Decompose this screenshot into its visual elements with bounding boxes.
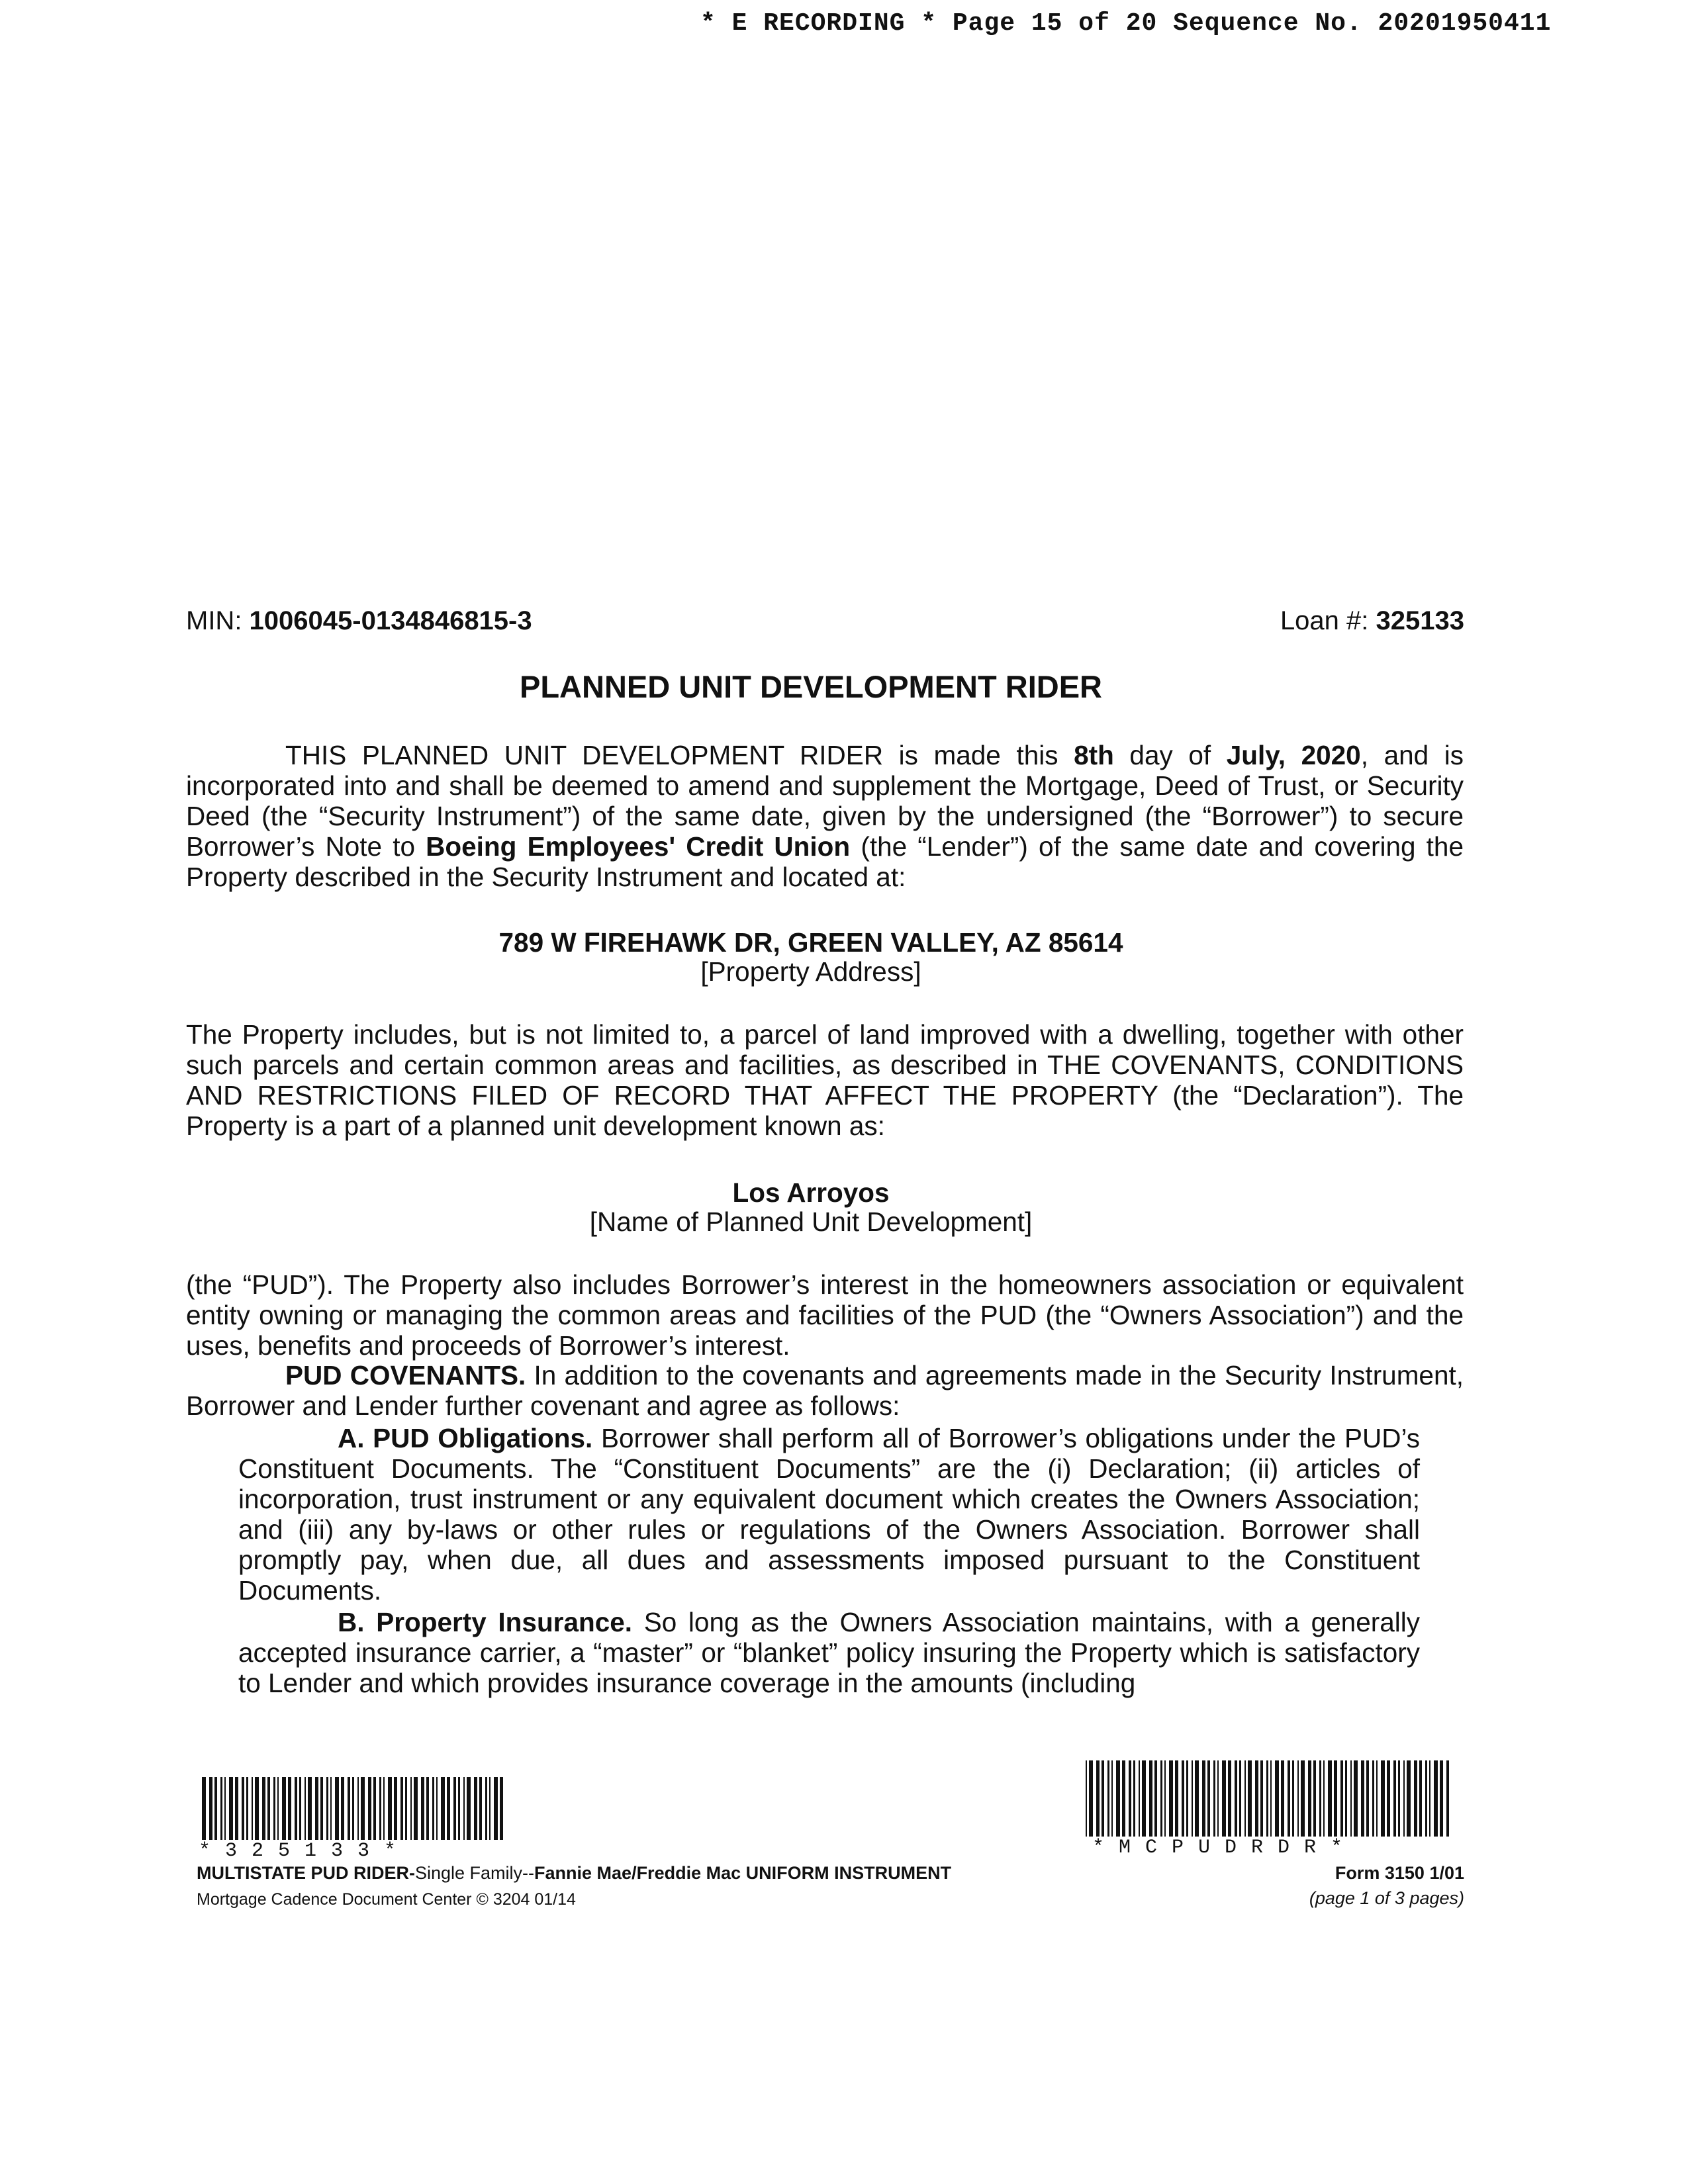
barcode-bar	[421, 1777, 424, 1840]
barcode-bar	[1089, 1760, 1093, 1837]
barcode-bar	[426, 1777, 429, 1840]
barcode-bar	[1182, 1760, 1184, 1837]
barcode-bar	[1387, 1760, 1390, 1837]
barcode-bar	[1175, 1760, 1178, 1837]
barcode-bar	[220, 1777, 222, 1840]
barcode-bar	[1244, 1760, 1246, 1837]
barcode-bar	[485, 1777, 487, 1840]
barcode-bar	[246, 1777, 248, 1840]
barcode-bar	[357, 1777, 359, 1840]
barcode-bar	[255, 1777, 259, 1840]
barcode-bar	[209, 1777, 212, 1840]
pud-paragraph: (the “PUD”). The Property also includes Borrower’s interest in the homeowners association or equivalent entity owning or managing the common areas and facilities of the PUD (the “Owners Association”) and the uses, benefits and proceeds of Borrower’s interest.	[186, 1269, 1464, 1361]
barcode-bar	[282, 1777, 286, 1840]
property-address-block	[0, 928, 1622, 986]
barcode-bar	[432, 1777, 434, 1840]
barcode-bar	[1323, 1760, 1325, 1837]
barcode-bar	[1270, 1760, 1272, 1837]
barcode-bar	[335, 1777, 339, 1840]
property-address-caption: [Property Address]	[700, 956, 921, 987]
barcode-bar	[1297, 1760, 1299, 1837]
barcode-bar	[1328, 1760, 1332, 1837]
barcode-bar	[1292, 1760, 1294, 1837]
barcode-bar	[1350, 1760, 1352, 1837]
barcode-bar	[326, 1777, 328, 1840]
barcode-bar	[252, 1777, 253, 1840]
barcode-bar	[1235, 1760, 1237, 1837]
barcode-bar	[453, 1777, 456, 1840]
barcode-bar	[1281, 1760, 1284, 1837]
barcode-bar	[320, 1777, 323, 1840]
form-number: Form 3150 1/01	[1335, 1863, 1464, 1883]
barcode-bar	[1228, 1760, 1231, 1837]
intro-text-1: THIS PLANNED UNIT DEVELOPMENT RIDER is made this	[285, 740, 1074, 770]
covenants-heading: PUD COVENANTS.	[285, 1360, 526, 1390]
barcode-bar	[479, 1777, 482, 1840]
property-paragraph: The Property includes, but is not limited to, a parcel of land improved with a dwelling, together with other such parcels and certain common areas and facilities, as described in THE COVENANTS, CONDITIONS AND RESTRICTIONS FILED OF RECORD THAT AFFECT THE PROPERTY (the “Declaration”). The Property is a part of a planned unit development known as:	[186, 1019, 1464, 1141]
barcode-bar	[202, 1777, 206, 1840]
pud-name-caption: [Name of Planned Unit Development]	[589, 1206, 1033, 1237]
barcode-bar	[1414, 1760, 1417, 1837]
barcode-bar	[1255, 1760, 1258, 1837]
pud-name-block	[0, 1178, 1622, 1236]
covenants-text: In addition to the covenants and agreements made in the Security Instrument, Borrower and Lender further covenant and agree as follows:	[186, 1360, 1464, 1421]
barcode-bar	[352, 1777, 354, 1840]
barcode-bar	[436, 1777, 438, 1840]
barcode-bar	[229, 1777, 233, 1840]
barcode-bar	[1213, 1760, 1215, 1837]
barcode-bar	[1446, 1760, 1449, 1837]
barcode-bar	[1139, 1760, 1140, 1837]
barcode-bar	[1381, 1760, 1385, 1837]
barcode-bar	[1376, 1760, 1378, 1837]
barcode-bar	[447, 1777, 450, 1840]
loan-label: Loan #:	[1280, 606, 1376, 635]
barcode-bar	[305, 1777, 306, 1840]
barcode-bar	[1195, 1760, 1199, 1837]
barcode-bar	[1308, 1760, 1311, 1837]
barcode-bar	[467, 1777, 471, 1840]
barcode-bar	[1133, 1760, 1135, 1837]
barcode-bar	[1372, 1760, 1374, 1837]
barcode-bar	[1260, 1760, 1263, 1837]
barcode-bar	[267, 1777, 270, 1840]
barcode-bar	[1429, 1760, 1430, 1837]
barcode-bar	[1313, 1760, 1316, 1837]
form-title-part1: MULTISTATE PUD RIDER-	[197, 1863, 415, 1883]
barcode-bar	[1334, 1760, 1337, 1837]
intro-text-2: day of	[1113, 740, 1227, 770]
barcode-bar	[242, 1777, 244, 1840]
barcode-bar	[1102, 1760, 1104, 1837]
barcode-bar	[341, 1777, 344, 1840]
barcode-bar	[1116, 1760, 1120, 1837]
lender-name: Boeing Employees' Credit Union	[426, 831, 851, 862]
form-barcode-text: *MCPUDRDR*	[1092, 1837, 1358, 1859]
recording-header: * E RECORDING * Page 15 of 20 Sequence No. 20201950411	[700, 9, 1552, 38]
barcode-bar	[1398, 1760, 1400, 1837]
barcode-bar	[214, 1777, 217, 1840]
barcode-bar	[368, 1777, 371, 1840]
loan-barcode-text: *325133*	[199, 1840, 411, 1862]
barcode-bar	[1288, 1760, 1290, 1837]
barcode-bar	[315, 1777, 318, 1840]
barcode-bar	[235, 1777, 238, 1840]
loan-value: 325133	[1376, 606, 1464, 635]
intro-text-3: , and is incorporated into and shall be deemed to amend and supplement the Mortgage, Deed of Trust, or Security Deed (the “Security Instrument”) of the same date, given by the undersigned (the “Borrower”) to secure Borrower’s Note to	[186, 740, 1464, 862]
barcode-bar	[441, 1777, 445, 1840]
barcode-bar	[348, 1777, 350, 1840]
barcode-bar	[414, 1777, 418, 1840]
barcode-bar	[383, 1777, 385, 1840]
barcode-bar	[1149, 1760, 1152, 1837]
barcode-bar	[1425, 1760, 1427, 1837]
section-b-text: So long as the Owners Association maintains, with a generally accepted insurance carrier, a “master” or “blanket” policy insuring the Property which is satisfactory to Lender and which provides insurance coverage in the amounts (including	[238, 1607, 1420, 1698]
rider-day: 8th	[1074, 740, 1114, 770]
section-b-heading: B. Property Insurance.	[338, 1607, 633, 1637]
barcode-bar	[1319, 1760, 1321, 1837]
intro-paragraph	[186, 740, 1464, 892]
section-a-text: Borrower shall perform all of Borrower’s obligations under the PUD’s Constituent Documents. The “Constituent Documents” are the (i) Declaration; (ii) articles of incorporation, trust instrument or any equivalent document which creates the Owners Association; and (iii) any by-laws or other rules or regulations of the Owners Association. Borrower shall promptly pay, when due, all dues and assessments imposed pursuant to the Constituent Documents.	[238, 1423, 1420, 1606]
barcode-bar	[1361, 1760, 1364, 1837]
covenants-paragraph	[186, 1360, 1464, 1421]
form-title-part2: Single Family--	[414, 1863, 535, 1883]
barcode-bar	[1301, 1760, 1305, 1837]
min-value: 1006045-0134846815-3	[249, 606, 532, 635]
barcode-bar	[330, 1777, 332, 1840]
min-number	[186, 606, 532, 636]
rider-date: July, 2020	[1226, 740, 1361, 770]
barcode-bar	[295, 1777, 297, 1840]
barcode-bar	[1419, 1760, 1422, 1837]
barcode-bar	[494, 1777, 498, 1840]
form-title-part3: Fannie Mae/Freddie Mac UNIFORM INSTRUMENT	[534, 1863, 952, 1883]
barcode-bar	[277, 1777, 279, 1840]
barcode-bar	[1192, 1760, 1193, 1837]
barcode-bar	[361, 1777, 365, 1840]
barcode-bar	[1154, 1760, 1157, 1837]
barcode-bar	[1440, 1760, 1443, 1837]
barcode-bar	[474, 1777, 477, 1840]
barcode-bar	[1248, 1760, 1252, 1837]
form-title	[197, 1863, 951, 1884]
barcode-bar	[288, 1777, 291, 1840]
barcode-bar	[1169, 1760, 1173, 1837]
barcode-bar	[1122, 1760, 1125, 1837]
barcode-bar	[410, 1777, 412, 1840]
barcode-bar	[458, 1777, 460, 1840]
barcode-bar	[463, 1777, 465, 1840]
barcode-bar	[1164, 1760, 1166, 1837]
barcode-bar	[1354, 1760, 1358, 1837]
loan-barcode	[202, 1777, 506, 1840]
barcode-bar	[1366, 1760, 1369, 1837]
barcode-bar	[1345, 1760, 1347, 1837]
barcode-bar	[1111, 1760, 1113, 1837]
page-indicator: (page 1 of 3 pages)	[1309, 1888, 1464, 1908]
document-title: PLANNED UNIT DEVELOPMENT RIDER	[520, 669, 1102, 704]
form-source: Mortgage Cadence Document Center © 3204 01/14	[197, 1890, 576, 1909]
barcode-bar	[1222, 1760, 1226, 1837]
barcode-bar	[400, 1777, 403, 1840]
barcode-bar	[388, 1777, 392, 1840]
barcode-bar	[308, 1777, 312, 1840]
section-b	[238, 1607, 1420, 1698]
barcode-bar	[379, 1777, 381, 1840]
section-a-heading: A. PUD Obligations.	[338, 1423, 593, 1453]
barcode-bar	[224, 1777, 226, 1840]
barcode-bar	[394, 1777, 397, 1840]
barcode-bar	[1393, 1760, 1396, 1837]
barcode-bar	[1407, 1760, 1411, 1837]
barcode-bar	[1086, 1760, 1087, 1837]
pud-name: Los Arroyos	[732, 1177, 890, 1208]
barcode-bar	[1275, 1760, 1279, 1837]
barcode-bar	[262, 1777, 265, 1840]
barcode-bar	[500, 1777, 503, 1840]
barcode-bar	[1266, 1760, 1268, 1837]
property-address: 789 W FIREHAWK DR, GREEN VALLEY, AZ 85614	[498, 927, 1123, 958]
barcode-bar	[1239, 1760, 1241, 1837]
barcode-bar	[1096, 1760, 1100, 1837]
loan-number	[1280, 606, 1464, 636]
barcode-bar	[1434, 1760, 1438, 1837]
barcode-bar	[1403, 1760, 1405, 1837]
barcode-bar	[1202, 1760, 1205, 1837]
barcode-bar	[1129, 1760, 1131, 1837]
barcode-bar	[1217, 1760, 1219, 1837]
min-label: MIN:	[186, 606, 250, 635]
form-barcode	[1086, 1760, 1453, 1837]
intro-text-4: (the “Lender”) of the same date and covering the Property described in the Security Instrument and located at:	[186, 831, 1464, 892]
barcode-bar	[273, 1777, 275, 1840]
barcode-bar	[1207, 1760, 1210, 1837]
barcode-bar	[1340, 1760, 1343, 1837]
barcode-bar	[1142, 1760, 1146, 1837]
barcode-bar	[405, 1777, 407, 1840]
barcode-bar	[1186, 1760, 1188, 1837]
barcode-bar	[489, 1777, 491, 1840]
barcode-bar	[299, 1777, 301, 1840]
barcode-bar	[1160, 1760, 1162, 1837]
barcode-bar	[1107, 1760, 1109, 1837]
section-a	[238, 1423, 1420, 1606]
barcode-bar	[373, 1777, 376, 1840]
